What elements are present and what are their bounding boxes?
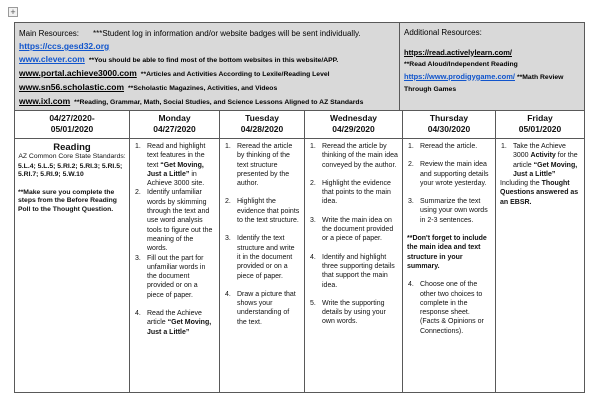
- header-friday: [496, 111, 584, 139]
- text-segment: Read and highlight text features in the text: [147, 143, 206, 169]
- step-text: [237, 197, 301, 225]
- weekly-schedule-table: [14, 110, 585, 393]
- resource-text: **Scholastic Magazines, Activities, and Videos: [128, 85, 278, 92]
- step-item: [223, 234, 301, 280]
- wednesday-cell: [305, 139, 403, 392]
- resource-text: Through Games: [404, 86, 457, 93]
- header-line1: Friday: [527, 113, 553, 123]
- subject-standards-codes: 5.L.4; 5.L.5; 5.RI.2; 5.RI.3; 5.RI.5; 5.RI.7; 5.RI.9; 5.W.10: [18, 162, 123, 178]
- step-number: 4.: [135, 310, 141, 318]
- step-text: [420, 160, 492, 188]
- step-number: 4.: [310, 253, 316, 261]
- step-text: [322, 253, 399, 290]
- cell-note: [406, 234, 492, 271]
- resource-line: [404, 70, 579, 83]
- step-text: [147, 188, 216, 253]
- step-item: [308, 142, 399, 170]
- step-text: [322, 299, 399, 327]
- text-segment: Write the supporting details by using your own words.: [322, 299, 386, 326]
- subject-note: **Make sure you complete the steps from the Before Reading Poll to the Thought Question.: [18, 188, 117, 213]
- text-segment: Thought Questions answered as an EBSR.: [500, 180, 579, 206]
- text-segment: Read the Achieve article: [147, 310, 202, 327]
- step-number: 3.: [135, 254, 141, 262]
- step-text: [322, 142, 399, 170]
- step-number: 1.: [310, 143, 316, 150]
- step-item: [406, 280, 492, 336]
- resource-text: **Reading, Grammar, Math, Social Studies, and Science Lessons Aligned to AZ Standards: [74, 99, 364, 106]
- step-number: 1.: [135, 143, 141, 150]
- text-segment: **Don't forget to include the main idea and text structure in your summary.: [407, 235, 487, 270]
- resource-text: ***Student log in information and/or website badges will be sent individually.: [93, 29, 361, 38]
- step-number: 1.: [501, 143, 507, 150]
- step-text: [420, 280, 492, 336]
- additional-resources-box: [399, 22, 585, 111]
- resource-line: [404, 46, 579, 58]
- text-segment: Write the main idea on the document provided or a piece of paper.: [322, 216, 394, 243]
- header-line2: 04/27/2020: [153, 124, 196, 134]
- lesson-plan-document: [14, 22, 585, 393]
- text-segment: Identify unfamiliar words by skimming through the text and use word analysis tools to figure out the meaning of the words.: [147, 189, 213, 253]
- resources-section: [14, 22, 585, 111]
- text-segment: Activity: [530, 152, 556, 160]
- step-item: [308, 179, 399, 207]
- table-move-handle[interactable]: +: [8, 7, 18, 17]
- resource-line: [404, 57, 579, 70]
- step-number: 5.: [310, 299, 316, 307]
- step-number: 2.: [310, 179, 316, 187]
- text-segment: for the article: [513, 152, 578, 169]
- header-line2: 04/29/2020: [332, 124, 375, 134]
- step-text: [237, 142, 301, 188]
- resource-line: [19, 39, 394, 52]
- table-header-row: [15, 111, 584, 139]
- resource-line: [19, 94, 394, 108]
- header-line2: 04/28/2020: [240, 124, 284, 134]
- text-segment: Take the Achieve 3000: [513, 143, 566, 160]
- text-segment: Including the: [500, 180, 542, 188]
- step-number: 3.: [408, 198, 414, 206]
- step-item: [133, 188, 216, 253]
- text-segment: Reread the article by thinking of the text structure presented by the author.: [237, 143, 293, 188]
- step-item: [308, 299, 399, 327]
- step-number: 3.: [310, 216, 316, 224]
- resource-link[interactable]: www.ixl.com: [19, 96, 71, 106]
- step-item: [223, 290, 301, 327]
- step-number: 2.: [225, 198, 231, 206]
- step-item: [223, 197, 301, 225]
- resource-line: [404, 26, 579, 38]
- header-monday: [130, 111, 220, 139]
- step-text: [513, 142, 581, 179]
- thursday-cell: [403, 139, 496, 392]
- header-line1: Tuesday: [245, 113, 279, 123]
- header-wednesday: [305, 111, 403, 139]
- step-text: [322, 179, 399, 207]
- step-number: 2.: [408, 161, 414, 169]
- resource-line: [19, 26, 394, 39]
- step-item: [308, 216, 399, 244]
- resource-text: **You should be able to find most of the bottom websites in this website/APP.: [88, 57, 339, 64]
- step-item: [133, 309, 216, 337]
- monday-cell: [130, 139, 220, 392]
- text-segment: Identify the text structure and write it in the document provided or on a piece of paper.: [237, 235, 295, 280]
- text-segment: in Achieve 3000 site.: [147, 170, 205, 188]
- friday-cell: [496, 139, 584, 392]
- step-text: [147, 142, 216, 188]
- resource-text: **Math Review: [516, 73, 564, 81]
- header-line1: Thursday: [429, 113, 469, 123]
- header-week-range: [15, 111, 130, 139]
- subject-standards-label: AZ Common Core State Standards:: [18, 153, 126, 160]
- step-text: [147, 254, 216, 300]
- header-line1: Monday: [158, 113, 191, 123]
- step-text: [147, 309, 216, 337]
- step-number: 2.: [135, 189, 141, 197]
- step-item: [133, 142, 216, 188]
- step-text: [237, 234, 301, 280]
- header-tuesday: [220, 111, 305, 139]
- text-segment: “Get Moving, Just a Little”: [147, 319, 212, 336]
- header-thursday: [403, 111, 496, 139]
- resource-link[interactable]: www.portal.achieve3000.com: [19, 68, 137, 78]
- step-item: [406, 197, 492, 225]
- text-segment: Draw a picture that shows your understanding of the text.: [237, 290, 296, 326]
- subject-cell: [15, 139, 130, 392]
- tuesday-cell: [220, 139, 305, 392]
- step-number: 3.: [225, 235, 231, 243]
- resource-link[interactable]: https://read.activelylearn.com/: [404, 47, 512, 57]
- text-segment: Highlight the evidence that points to the main idea.: [322, 179, 391, 206]
- step-item: [308, 253, 399, 290]
- header-line1: 04/27/2020-: [49, 113, 95, 123]
- text-segment: “Get Moving, Just a Little”: [513, 161, 578, 178]
- resource-text: **Articles and Activities According to Lexile/Reading Level: [140, 71, 330, 78]
- text-segment: Reread the article by thinking of the main idea conveyed by the author.: [322, 143, 398, 169]
- resource-link[interactable]: www.clever.com: [19, 54, 85, 64]
- step-number: 4.: [408, 281, 414, 289]
- step-item: [223, 142, 301, 188]
- main-resources-box: [14, 22, 399, 111]
- resource-line: [19, 52, 394, 66]
- step-text: [420, 197, 492, 225]
- table-body-row: [15, 139, 584, 392]
- resource-line: [404, 82, 579, 95]
- cell-note: [499, 179, 581, 207]
- resource-line: [19, 80, 394, 94]
- text-segment: “Get Moving, Just a Little”: [147, 161, 204, 178]
- step-item: [406, 160, 492, 188]
- step-text: [237, 290, 301, 327]
- resource-text: Main Resources:: [19, 29, 80, 38]
- resource-link[interactable]: https://www.prodigygame.com/: [404, 71, 515, 81]
- step-text: [420, 142, 492, 151]
- text-segment: Review the main idea and supporting details your wrote yesterday.: [420, 161, 489, 187]
- header-line2: 05/01/2020: [518, 124, 562, 134]
- text-segment: Choose one of the other two choices to complete in the response sheet. (Facts & Opinions or Connections).: [420, 281, 484, 335]
- header-line1: Wednesday: [329, 113, 378, 123]
- step-item: [133, 254, 216, 300]
- text-segment: Fill out the part for unfamiliar words in the document provided or on a piece of paper.: [147, 254, 206, 299]
- resource-link[interactable]: www.sn56.scholastic.com: [19, 82, 125, 92]
- step-number: 1.: [225, 143, 231, 150]
- text-segment: Summarize the text using your own words in 2-3 sentences.: [420, 198, 488, 224]
- resource-text: Additional Resources:: [404, 28, 482, 37]
- subject-title: Reading: [53, 142, 91, 153]
- step-item: [499, 142, 581, 179]
- header-line2: 04/30/2020: [427, 124, 471, 134]
- header-line2: 05/01/2020: [50, 124, 94, 134]
- resource-line: [19, 66, 394, 80]
- text-segment: Reread the article.: [420, 143, 478, 150]
- step-text: [322, 216, 399, 244]
- resource-text: **Read Aloud/Independent Reading: [404, 61, 518, 68]
- resource-link[interactable]: https://ccs.gesd32.org: [19, 41, 110, 51]
- step-item: [406, 142, 492, 151]
- step-number: 4.: [225, 290, 231, 298]
- text-segment: Identify and highlight three supporting details that support the main idea.: [322, 253, 395, 289]
- text-segment: Highlight the evidence that points to the text structure.: [237, 198, 300, 225]
- step-number: 1.: [408, 143, 414, 150]
